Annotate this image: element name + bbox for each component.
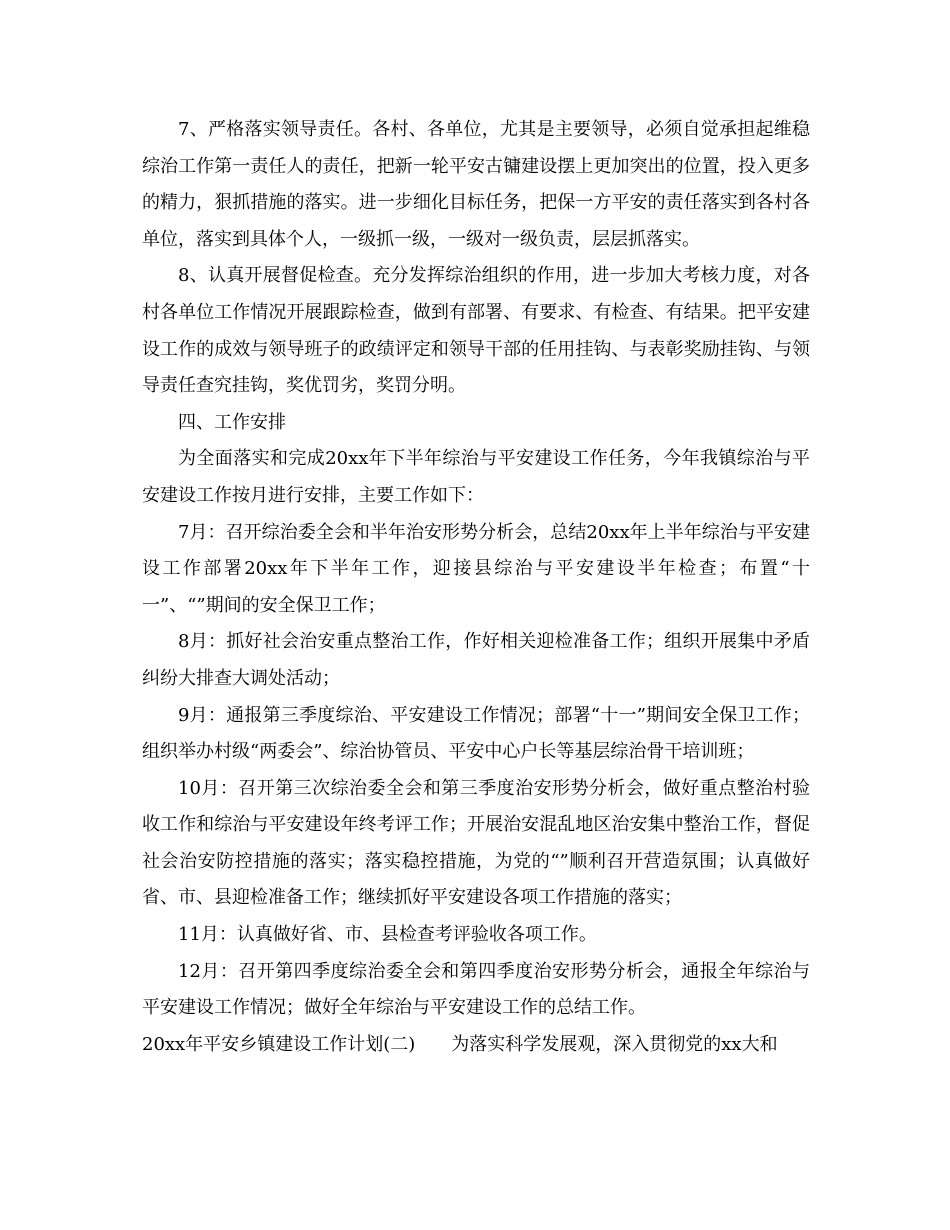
month-item-november: 11月：认真做好省、市、县检查考评验收各项工作。 [178, 924, 597, 946]
document-page [142, 112, 810, 1063]
month-item-october: 10月：召开第三次综治委全会和第三季度治安形势分析会，做好重点整治村验收工作和综治与平安建设年终考评工作；开展治安混乱地区治安集中整治工作，督促社会治安防控措施的落实；落实稳控措施，为党的“”顺利召开营造氛围；认真做好省、市、县迎检准备工作；继续抓好平安建设各项工作措施的落实； [142, 777, 810, 909]
paragraph-intro: 为全面落实和完成20xx年下半年综治与平安建设工作任务，今年我镇综治与平安建设工作按月进行安排，主要工作如下： [142, 448, 810, 506]
month-item-july: 7月：召开综治委全会和半年治安形势分析会，总结20xx年上半年综治与平安建设工作部署20xx年下半年工作，迎接县综治与平安建设半年检查；布置“十一”、“”期间的安全保卫工作； [142, 521, 810, 616]
footer-title: 20xx年平安乡镇建设工作计划(二) [142, 1033, 416, 1055]
footer-continuation: 为落实科学发展观，深入贯彻党的xx大和 [451, 1033, 778, 1055]
month-item-august: 8月：抓好社会治安重点整治工作，作好相关迎检准备工作；组织开展集中矛盾纠纷大排查大调处活动； [142, 631, 810, 689]
footer-line [142, 1027, 810, 1064]
paragraph-supervision-inspection: 8、认真开展督促检查。充分发挥综治组织的作用，进一步加大考核力度，对各村各单位工作情况开展跟踪检查，做到有部署、有要求、有检查、有结果。把平安建设工作的成效与领导班子的政绩评定和领导干部的任用挂钩、与表彰奖励挂钩、与领导责任查究挂钩，奖优罚劣，奖罚分明。 [142, 265, 810, 397]
month-item-december: 12月：召开第四季度综治委全会和第四季度治安形势分析会，通报全年综治与平安建设工作情况；做好全年综治与平安建设工作的总结工作。 [142, 960, 810, 1019]
section-heading: 四、工作安排 [178, 411, 286, 433]
paragraph-leadership-responsibility: 7、严格落实领导责任。各村、各单位，尤其是主要领导，必须自觉承担起维稳综治工作第一责任人的责任，把新一轮平安古镛建设摆上更加突出的位置，投入更多的精力，狠抓措施的落实。进一步细化目标任务，把保一方平安的责任落实到各村各单位，落实到具体个人，一级抓一级，一级对一级负责，层层抓落实。 [142, 119, 810, 250]
month-item-september: 9月：通报第三季度综治、平安建设工作情况；部署“十一”期间安全保卫工作；组织举办村级“两委会”、综治协管员、平安中心户长等基层综治骨干培训班； [142, 704, 810, 763]
